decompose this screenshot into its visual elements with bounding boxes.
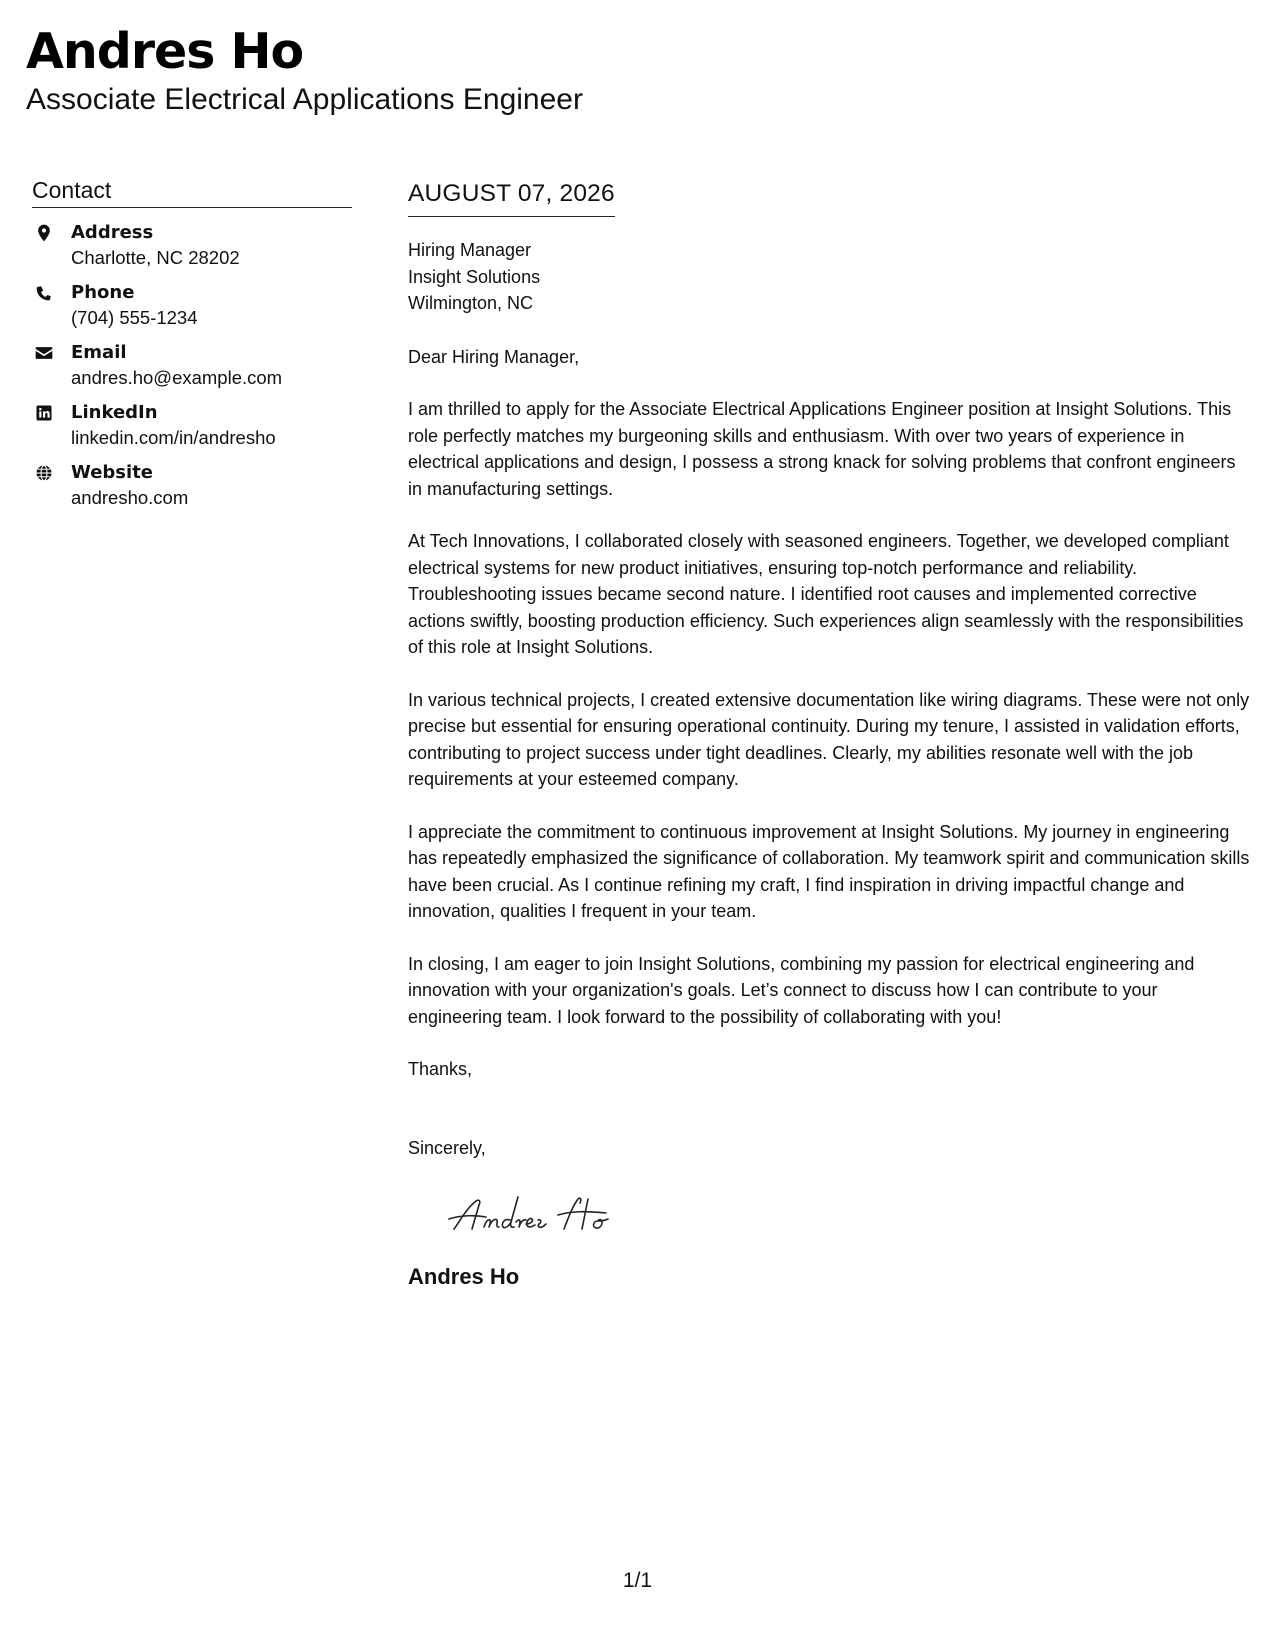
paragraph-5: In closing, I am eager to join Insight Solutions, combining my passion for electrical engineering and innovation with your organization's goals. Let’s connect to discuss how I can contribute to your engineering team. I look forward to the possibility of collaborating with you! xyxy=(408,953,1195,1027)
contact-value-phone: (704) 555-1234 xyxy=(71,307,198,328)
contact-label-email: Email xyxy=(71,342,127,363)
greeting: Dear Hiring Manager, xyxy=(408,346,580,367)
contact-value-linkedin[interactable]: linkedin.com/in/andresho xyxy=(71,427,276,448)
page-number: 1/1 xyxy=(622,1569,653,1592)
contact-item-linkedin xyxy=(32,400,352,450)
letter-body xyxy=(408,178,1253,1291)
contact-item-website xyxy=(32,460,352,510)
contact-label-website: Website xyxy=(71,462,154,483)
closing-sincerely: Sincerely, xyxy=(408,1137,486,1158)
contact-heading: Contact xyxy=(32,176,352,208)
recipient-location: Wilmington, NC xyxy=(408,293,534,313)
paragraph-4: I appreciate the commitment to continuous improvement at Insight Solutions. My journey in engineering has repeatedly emphasized the significance of collaboration. My teamwork spirit and communication skills have been crucial. As I continue refining my craft, I find inspiration in driving impactful change and innovation, qualities I frequent in your team. xyxy=(408,821,1250,921)
globe-icon xyxy=(34,463,54,483)
recipient-name: Hiring Manager xyxy=(408,240,532,260)
letter-date: AUGUST 07, 2026 xyxy=(408,178,615,217)
map-pin-icon xyxy=(34,223,54,243)
recipient-block xyxy=(408,237,1253,317)
linkedin-icon xyxy=(34,403,54,423)
handwritten-signature xyxy=(446,1189,1253,1241)
contact-value-address: Charlotte, NC 28202 xyxy=(71,247,240,268)
header xyxy=(26,22,583,118)
contact-value-website[interactable]: andresho.com xyxy=(71,487,189,508)
contact-sidebar xyxy=(32,176,352,520)
paragraph-1: I am thrilled to apply for the Associate Electrical Applications Engineer position at Insight Solutions. This role perfectly matches my burgeoning skills and enthusiasm. With over two years of experience in electrical applications and design, I possess a strong knack for solving problems that confront engineers in manufacturing settings. xyxy=(408,399,1236,499)
signer-name: Andres Ho xyxy=(408,1264,520,1289)
envelope-icon xyxy=(34,343,54,363)
paragraph-2: At Tech Innovations, I collaborated closely with seasoned engineers. Together, we developed compliant electrical systems for new product initiatives, ensuring top-notch performance and reliability. Troubleshooting issues became second nature. I identified root causes and implemented corrective actions swiftly, boosting production efficiency. Such experiences align seamlessly with the responsibilities of this role at Insight Solutions. xyxy=(408,531,1244,657)
paragraph-3: In various technical projects, I created extensive documentation like wiring diagrams. These were not only precise but essential for ensuring operational continuity. During my tenure, I assisted in validation efforts, contributing to project success under tight deadlines. Clearly, my abilities resonate well with the job requirements at your esteemed company. xyxy=(408,689,1250,789)
closing-thanks: Thanks, xyxy=(408,1059,473,1079)
recipient-company: Insight Solutions xyxy=(408,266,541,287)
phone-icon xyxy=(34,283,54,303)
contact-value-email[interactable]: andres.ho@example.com xyxy=(71,367,283,388)
contact-item-address xyxy=(32,220,352,270)
contact-label-phone: Phone xyxy=(71,282,135,303)
applicant-title: Associate Electrical Applications Engineer xyxy=(26,83,583,116)
contact-label-linkedin: LinkedIn xyxy=(71,402,158,423)
contact-item-email xyxy=(32,340,352,390)
contact-label-address: Address xyxy=(71,222,154,243)
contact-item-phone xyxy=(32,280,352,330)
applicant-name: Andres Ho xyxy=(26,23,304,80)
